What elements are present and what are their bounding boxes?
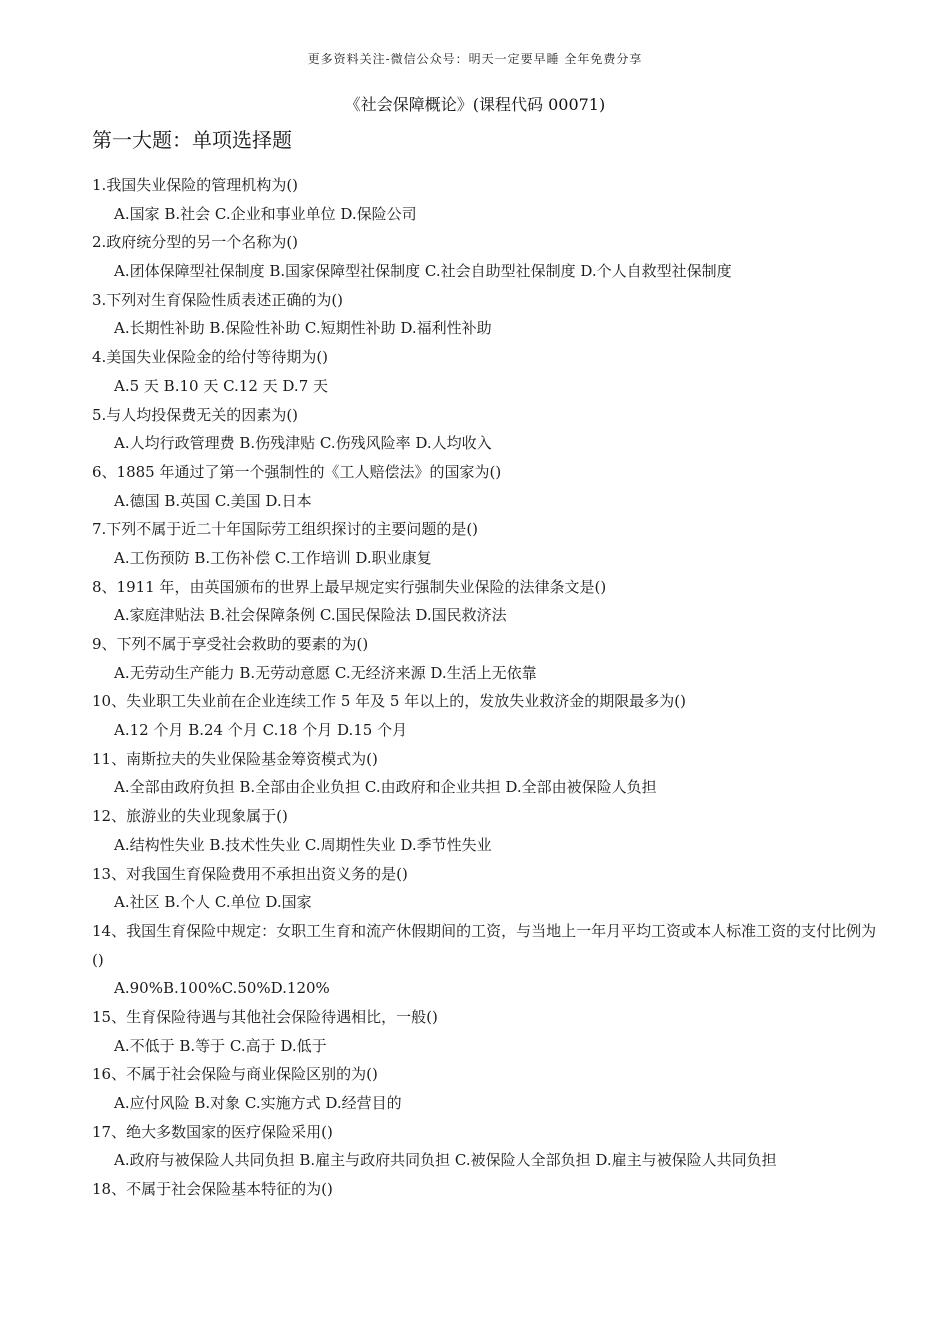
document-title: 《社会保障概论》(课程代码 00071) (344, 95, 606, 114)
question-text: 7.下列不属于近二十年国际劳工组织探讨的主要问题的是() (92, 520, 479, 539)
question-text: 10、失业职工失业前在企业连续工作 5 年及 5 年以上的，发放失业救济金的期限最多为() (92, 692, 686, 711)
question-options: A.5 天 B.10 天 C.12 天 D.7 天 (114, 376, 328, 395)
question-options: A.人均行政管理费 B.伤残津贴 C.伤残风险率 D.人均收入 (114, 434, 492, 453)
question-options: A.结构性失业 B.技术性失业 C.周期性失业 D.季节性失业 (114, 835, 492, 854)
question-text: 8、1911 年，由英国颁布的世界上最早规定实行强制失业保险的法律条文是() (92, 577, 607, 596)
question-text: 17、绝大多数国家的医疗保险采用() (92, 1122, 333, 1141)
question-options: A.国家 B.社会 C.企业和事业单位 D.保险公司 (114, 204, 417, 223)
question-text: 6、1885 年通过了第一个强制性的《工人赔偿法》的国家为() (92, 462, 502, 481)
question-text: 12、旅游业的失业现象属于() (92, 807, 288, 826)
question-text: 4.美国失业保险金的给付等待期为() (92, 348, 329, 367)
question-options: A.全部由政府负担 B.全部由企业负担 C.由政府和企业共担 D.全部由被保险人负担 (114, 778, 657, 797)
section-title: 第一大题：单项选择题 (92, 128, 292, 152)
question-options: A.长期性补助 B.保险性补助 C.短期性补助 D.福利性补助 (114, 319, 492, 338)
header-note: 更多资料关注-微信公众号：明天一定要早睡 全年免费分享 (307, 52, 643, 66)
question-text: 14、我国生育保险中规定：女职工生育和流产休假期间的工资，与当地上一年月平均工资或本人标准工资的支付比例为() (92, 921, 877, 969)
question-options: A.不低于 B.等于 C.高于 D.低于 (114, 1036, 327, 1055)
question-options: A.应付风险 B.对象 C.实施方式 D.经营目的 (114, 1094, 402, 1113)
question-options: A.政府与被保险人共同负担 B.雇主与政府共同负担 C.被保险人全部负担 D.雇主与被保险人共同负担 (114, 1151, 777, 1170)
question-options: A.工伤预防 B.工伤补偿 C.工作培训 D.职业康复 (114, 548, 432, 567)
question-options: A.团体保障型社保制度 B.国家保障型社保制度 C.社会自助型社保制度 D.个人自救型社保制度 (114, 262, 732, 281)
question-list (92, 171, 882, 1204)
question-text: 3.下列对生育保险性质表述正确的为() (92, 290, 344, 309)
question-text: 15、生育保险待遇与其他社会保险待遇相比，一般() (92, 1007, 438, 1026)
question-options: A.家庭津贴法 B.社会保障条例 C.国民保险法 D.国民救济法 (114, 606, 507, 625)
question-text: 1.我国失业保险的管理机构为() (92, 176, 299, 194)
question-text: 9、下列不属于享受社会救助的要素的为() (92, 635, 369, 653)
question-text: 5.与人均投保费无关的因素为() (92, 405, 299, 424)
question-text: 2.政府统分型的另一个名称为() (92, 233, 299, 252)
question-text: 16、不属于社会保险与商业保险区别的为() (92, 1065, 378, 1084)
question-options: A.无劳动生产能力 B.无劳动意愿 C.无经济来源 D.生活上无依靠 (114, 663, 537, 682)
question-options: A.社区 B.个人 C.单位 D.国家 (114, 893, 312, 912)
question-options: A.德国 B.英国 C.美国 D.日本 (114, 491, 312, 510)
question-options: A.90%B.100%C.50%D.120% (114, 979, 330, 998)
question-text: 18、不属于社会保险基本特征的为() (92, 1180, 333, 1199)
question-options: A.12 个月 B.24 个月 C.18 个月 D.15 个月 (114, 721, 408, 740)
question-text: 13、对我国生育保险费用不承担出资义务的是() (92, 864, 408, 883)
question-text: 11、南斯拉夫的失业保险基金筹资模式为() (92, 749, 378, 768)
